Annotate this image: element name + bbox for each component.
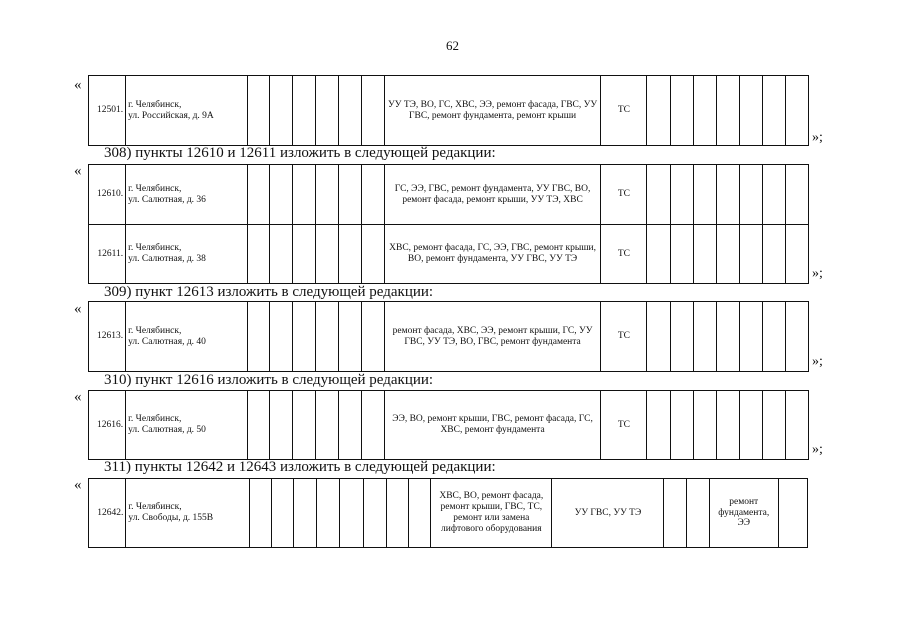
section-heading-310: 310) пункт 12616 изложить в следующей редакции: xyxy=(104,372,434,388)
close-quote: »; xyxy=(812,354,823,369)
type-cell: ТС xyxy=(601,165,647,225)
open-quote: « xyxy=(74,77,82,93)
row-number: 12611. xyxy=(89,225,126,284)
row-number: 12642. xyxy=(89,479,126,548)
table-row xyxy=(88,390,809,460)
open-quote: « xyxy=(74,301,82,317)
address-cell xyxy=(126,76,248,146)
row-number: 12610. xyxy=(89,165,126,225)
address-street: ул. Свободы, д. 155В xyxy=(128,513,214,523)
section-heading-309: 309) пункт 12613 изложить в следующей редакции: xyxy=(104,284,434,300)
address-cell xyxy=(126,165,248,225)
row-number: 12616. xyxy=(89,391,126,460)
open-quote: « xyxy=(74,163,82,179)
close-quote: »; xyxy=(812,130,823,145)
address-cell xyxy=(126,302,248,372)
type-cell: ТС xyxy=(601,391,647,460)
works-cell: ГС, ЭЭ, ГВС, ремонт фундамента, УУ ГВС, ВО, ремонт фасада, ремонт крыши, УУ ТЭ, ХВС xyxy=(384,165,601,225)
type-cell: УУ ГВС, УУ ТЭ xyxy=(552,479,664,548)
row-number: 12613. xyxy=(89,302,126,372)
extra-works-cell: ремонт фундамента, ЭЭ xyxy=(709,479,778,548)
open-quote: « xyxy=(74,389,82,405)
type-cell: ТС xyxy=(601,76,647,146)
page-number: 62 xyxy=(446,38,459,53)
address-street: ул. Салютная, д. 36 xyxy=(128,194,206,205)
address-cell xyxy=(126,225,248,284)
address-city: г. Челябинск, xyxy=(128,99,182,110)
row-number: 12501. xyxy=(89,76,126,146)
address-street: ул. Салютная, д. 40 xyxy=(128,336,206,347)
works-cell: УУ ТЭ, ВО, ГС, ХВС, ЭЭ, ремонт фасада, ГВС, УУ ГВС, ремонт фундамента, ремонт крыши xyxy=(384,76,601,146)
close-quote: »; xyxy=(812,266,823,281)
open-quote: « xyxy=(74,477,82,493)
address-street: ул. Российская, д. 9А xyxy=(128,110,214,121)
table-row xyxy=(88,75,809,146)
type-cell: ТС xyxy=(601,225,647,284)
table-block xyxy=(88,164,809,284)
address-city: г. Челябинск, xyxy=(128,414,182,425)
section-heading-308: 308) пункты 12610 и 12611 изложить в следующей редакции: xyxy=(104,145,496,161)
address-cell xyxy=(126,479,249,548)
table-row xyxy=(88,301,809,372)
table-row xyxy=(88,478,808,548)
address-city: г. Челябинск, xyxy=(128,325,182,336)
address-street: ул. Салютная, д. 38 xyxy=(128,254,206,264)
type-cell: ТС xyxy=(601,302,647,372)
address-city: г. Челябинск, xyxy=(128,502,182,513)
section-heading-311: 311) пункты 12642 и 12643 изложить в следующей редакции: xyxy=(104,459,496,475)
works-cell: ХВС, ВО, ремонт фасада, ремонт крыши, ГВС, ТС, ремонт или замена лифтового оборудования xyxy=(431,479,552,548)
address-city: г. Челябинск, xyxy=(128,183,182,194)
address-street: ул. Салютная, д. 50 xyxy=(128,425,206,435)
works-cell: ремонт фасада, ХВС, ЭЭ, ремонт крыши, ГС, УУ ГВС, УУ ТЭ, ВО, ГВС, ремонт фундамента xyxy=(384,302,601,372)
address-city: г. Челябинск, xyxy=(128,243,182,254)
works-cell: ХВС, ремонт фасада, ГС, ЭЭ, ГВС, ремонт крыши, ВО, ремонт фундамента, УУ ГВС, УУ ТЭ xyxy=(384,225,601,284)
works-cell: ЭЭ, ВО, ремонт крыши, ГВС, ремонт фасада, ГС, ХВС, ремонт фундамента xyxy=(384,391,601,460)
close-quote: »; xyxy=(812,442,823,457)
address-cell xyxy=(126,391,248,460)
